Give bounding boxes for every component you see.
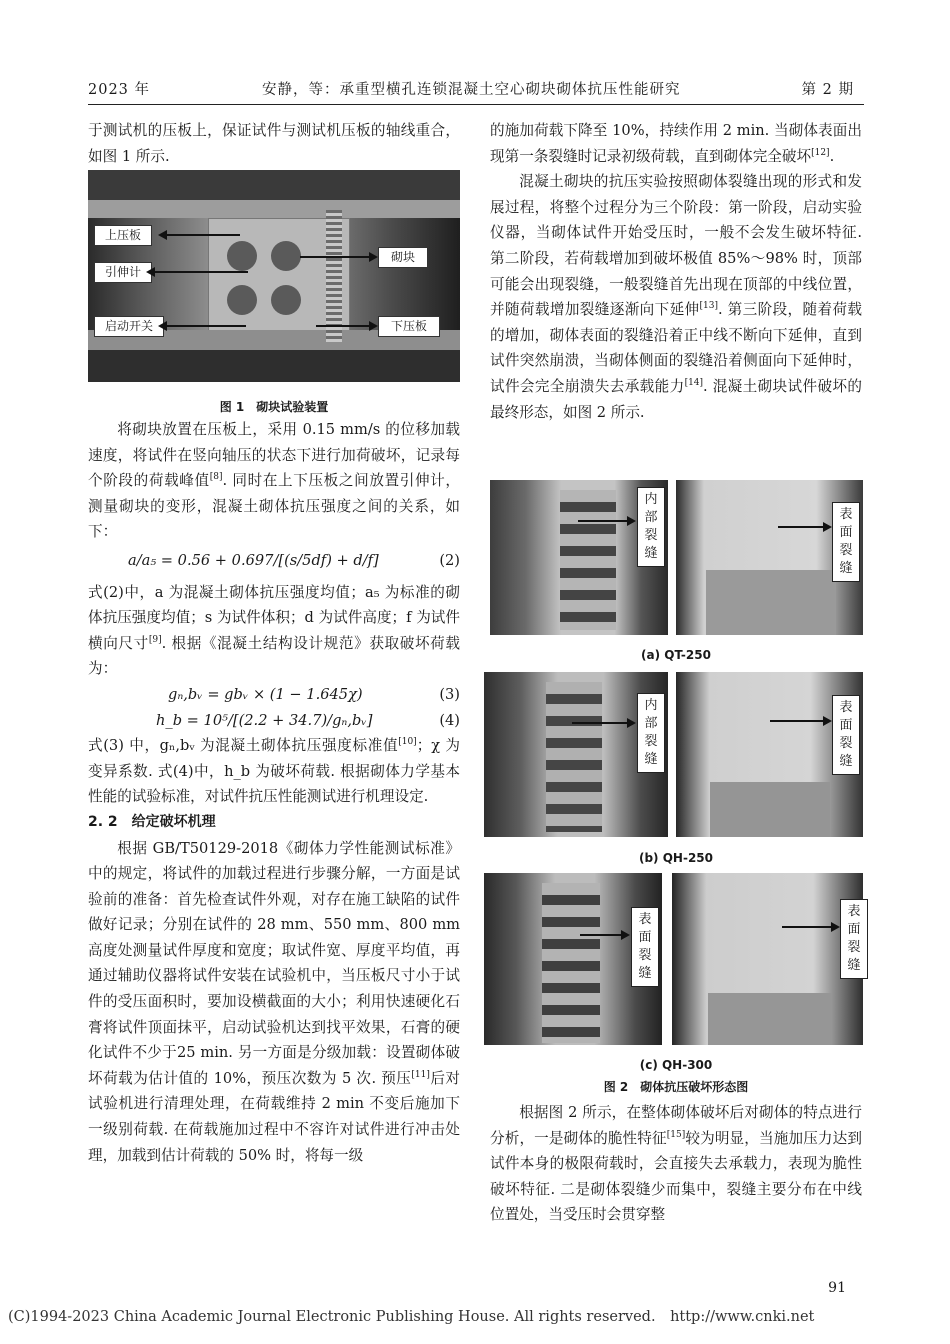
arrow-surface-crack-a (778, 526, 830, 528)
left-column (88, 118, 460, 169)
header-rule (88, 104, 864, 105)
arrow-upper-plate (160, 234, 240, 236)
figure-2a-caption: (a) QT-250 (641, 648, 711, 662)
label-surface-crack-c1: 表面裂缝 (631, 907, 659, 987)
base-block (708, 993, 832, 1045)
base-block (710, 782, 830, 837)
figure-2b-caption: (b) QH-250 (638, 851, 713, 865)
label-surface-crack-c2: 表面裂缝 (840, 899, 868, 979)
label-surface-crack-a: 表面裂缝 (832, 502, 860, 582)
label-lower-plate: 下压板 (378, 316, 440, 337)
equation-2: a/a₅ = 0.56 + 0.697/[(s/5df) + d/f] (2) (128, 551, 460, 569)
label-inner-crack-b: 内部裂缝 (637, 693, 665, 773)
figure-1-caption: 图 1 砌块试验装置 (219, 400, 329, 414)
arrow-lower-plate (316, 325, 376, 327)
figure-2c-caption: (c) QH-300 (639, 1058, 713, 1072)
perforated-block (560, 490, 616, 630)
label-upper-plate: 上压板 (94, 225, 152, 246)
label-surface-crack-b: 表面裂缝 (832, 695, 860, 775)
arrow-surface-crack-b (770, 720, 830, 722)
threaded-rod (326, 210, 342, 342)
paragraph: 根据图 2 所示，在整体砌体破坏后对砌体的特点进行分析，一是砌体的脆性特征[15]较为明显，当施加压力达到试件本身的极限荷载时，会直接失去承载力，表现为脆性破坏特征. 二是砌体裂缝少而集中，裂缝主要分布在中线位置处，当受压时会贯穿整 (490, 1104, 862, 1224)
arrow-start-switch (160, 325, 246, 327)
header-title: 安静，等：承重型横孔连锁混凝土空心砌块砌体抗压性能研究 (262, 82, 681, 98)
equation-4: h_b = 10⁵/[(2.2 + 34.7)/gₙ,bᵥ] (4) (156, 711, 460, 729)
paragraph: 于测试机的压板上，保证试件与测试机压板的轴线重合，如图 1 所示. (88, 122, 460, 165)
perforated-block (546, 682, 602, 832)
arrow-extensometer (148, 271, 248, 273)
section-heading: 2. 2 给定破坏机理 (88, 813, 216, 830)
label-start-switch: 启动开关 (94, 316, 164, 337)
paragraph: 式(2)中，a 为混凝土砌体抗压强度均值；a₅ 为标准的砌体抗压强度均值；s 为试件体积；d 为试件高度；f 为试件横向尺寸[9]. 根据《混凝土结构设计规范》获取破坏荷载为： (88, 583, 460, 678)
right-column (490, 118, 862, 425)
press-base (88, 350, 460, 382)
figure-2-caption: 图 2 砌体抗压破坏形态图 (603, 1080, 749, 1094)
label-inner-crack-a: 内部裂缝 (637, 487, 665, 567)
upper-plate-shape (88, 200, 460, 218)
left-column-body (88, 417, 460, 1168)
base-block (706, 570, 836, 635)
figure-2c-right-photo (672, 873, 863, 1045)
header-year: 2023 年 (88, 82, 151, 98)
copyright-footer: (C)1994-2023 China Academic Journal Electronic Publishing House. All rights reserved. http://www.cnki.net (8, 1309, 815, 1325)
arrow-inner-crack-b (572, 722, 634, 724)
label-block: 砌块 (378, 247, 428, 268)
page-number: 91 (828, 1280, 846, 1296)
paragraph: 的施加荷载下降至 10%，持续作用 2 min. 当砌体表面出现第一条裂缝时记录初级荷载，直到砌体完全破坏[12]. (490, 122, 862, 165)
right-column-bottom (490, 1100, 862, 1228)
equation-3: gₙ,bᵥ = gbᵥ × (1 − 1.645χ) (3) (168, 685, 460, 703)
paragraph: 式(3) 中，gₙ,bᵥ 为混凝土砌体抗压强度标准值[10]；χ 为变异系数. 式(4)中，h_b 为破坏荷载. 根据砌体力学基本性能的试验标准，对试件抗压性能测试进行机理设定. (88, 737, 461, 806)
perforated-block (542, 883, 600, 1043)
paragraph: 将砌块放置在压板上，采用 0.15 mm/s 的位移加载速度，将试件在竖向轴压的状态下进行加荷破坏，记录每个阶段的荷载峰值[8]. 同时在上下压板之间放置引伸计，测量砌块的变形，混凝土砌体抗压强度之间的关系，如下： (88, 421, 460, 541)
arrow-block (300, 256, 376, 258)
paragraph: 根据 GB/T50129-2018《砌体力学性能测试标准》中的规定，将试件的加载过程进行步骤分解，一方面是试验前的准备：首先检查试件外观，对存在施工缺陷的试件做好记录；分别在试件的 28 mm、550 mm、800 mm 高度处测量试件厚度和宽度；取试件宽、厚度平均值，再通过辅助仪器将试件安装在试验机中，当压板尺寸小于试件的受压面积时，要加设横截面的大小；利用快速硬化石膏将试件顶面抹平，启动试验机达到找平效果，石膏的硬化试件不少于25 min. 另一方面是分级加载：设置砌体破坏荷载为估计值的 10%，预压次数为 5 次. 预压[11]后对试验机进行清理处理，在荷载维持 2 min 不变后施加下一级别荷载. 在荷载施加过程中不容许对试件进行冲击处理，加载到估计荷载的 50% 时，将每一级 (88, 839, 460, 1164)
paragraph: 混凝土砌块的抗压实验按照砌体裂缝出现的形式和发展过程，将整个过程分为三个阶段：第一阶段，启动实验仪器，当砌体试件开始受压时，一般不会发生破坏特征. 第二阶段，若荷载增加到破坏极值 85%～98% 时，顶部可能会出现裂缝，一般裂缝首先出现在顶部的中线位置，并随荷载增加裂缝逐渐向下延伸[13]. 第三阶段，随着荷载的增加，砌体表面的裂缝沿着正中线不断向下延伸，直到试件突然崩溃，当砌体侧面的裂缝沿着侧面向下延伸时，试件会完全崩溃失去承载能力[14]. 混凝土砌块试件破坏的最终形态，如图 2 所示. (490, 173, 862, 421)
arrow-surface-crack-c1 (580, 934, 628, 936)
label-extensometer: 引伸计 (94, 262, 152, 283)
header-issue: 第 2 期 (801, 82, 854, 98)
arrow-inner-crack-a (578, 520, 634, 522)
press-frame-top (88, 170, 460, 200)
arrow-surface-crack-c2 (782, 926, 838, 928)
